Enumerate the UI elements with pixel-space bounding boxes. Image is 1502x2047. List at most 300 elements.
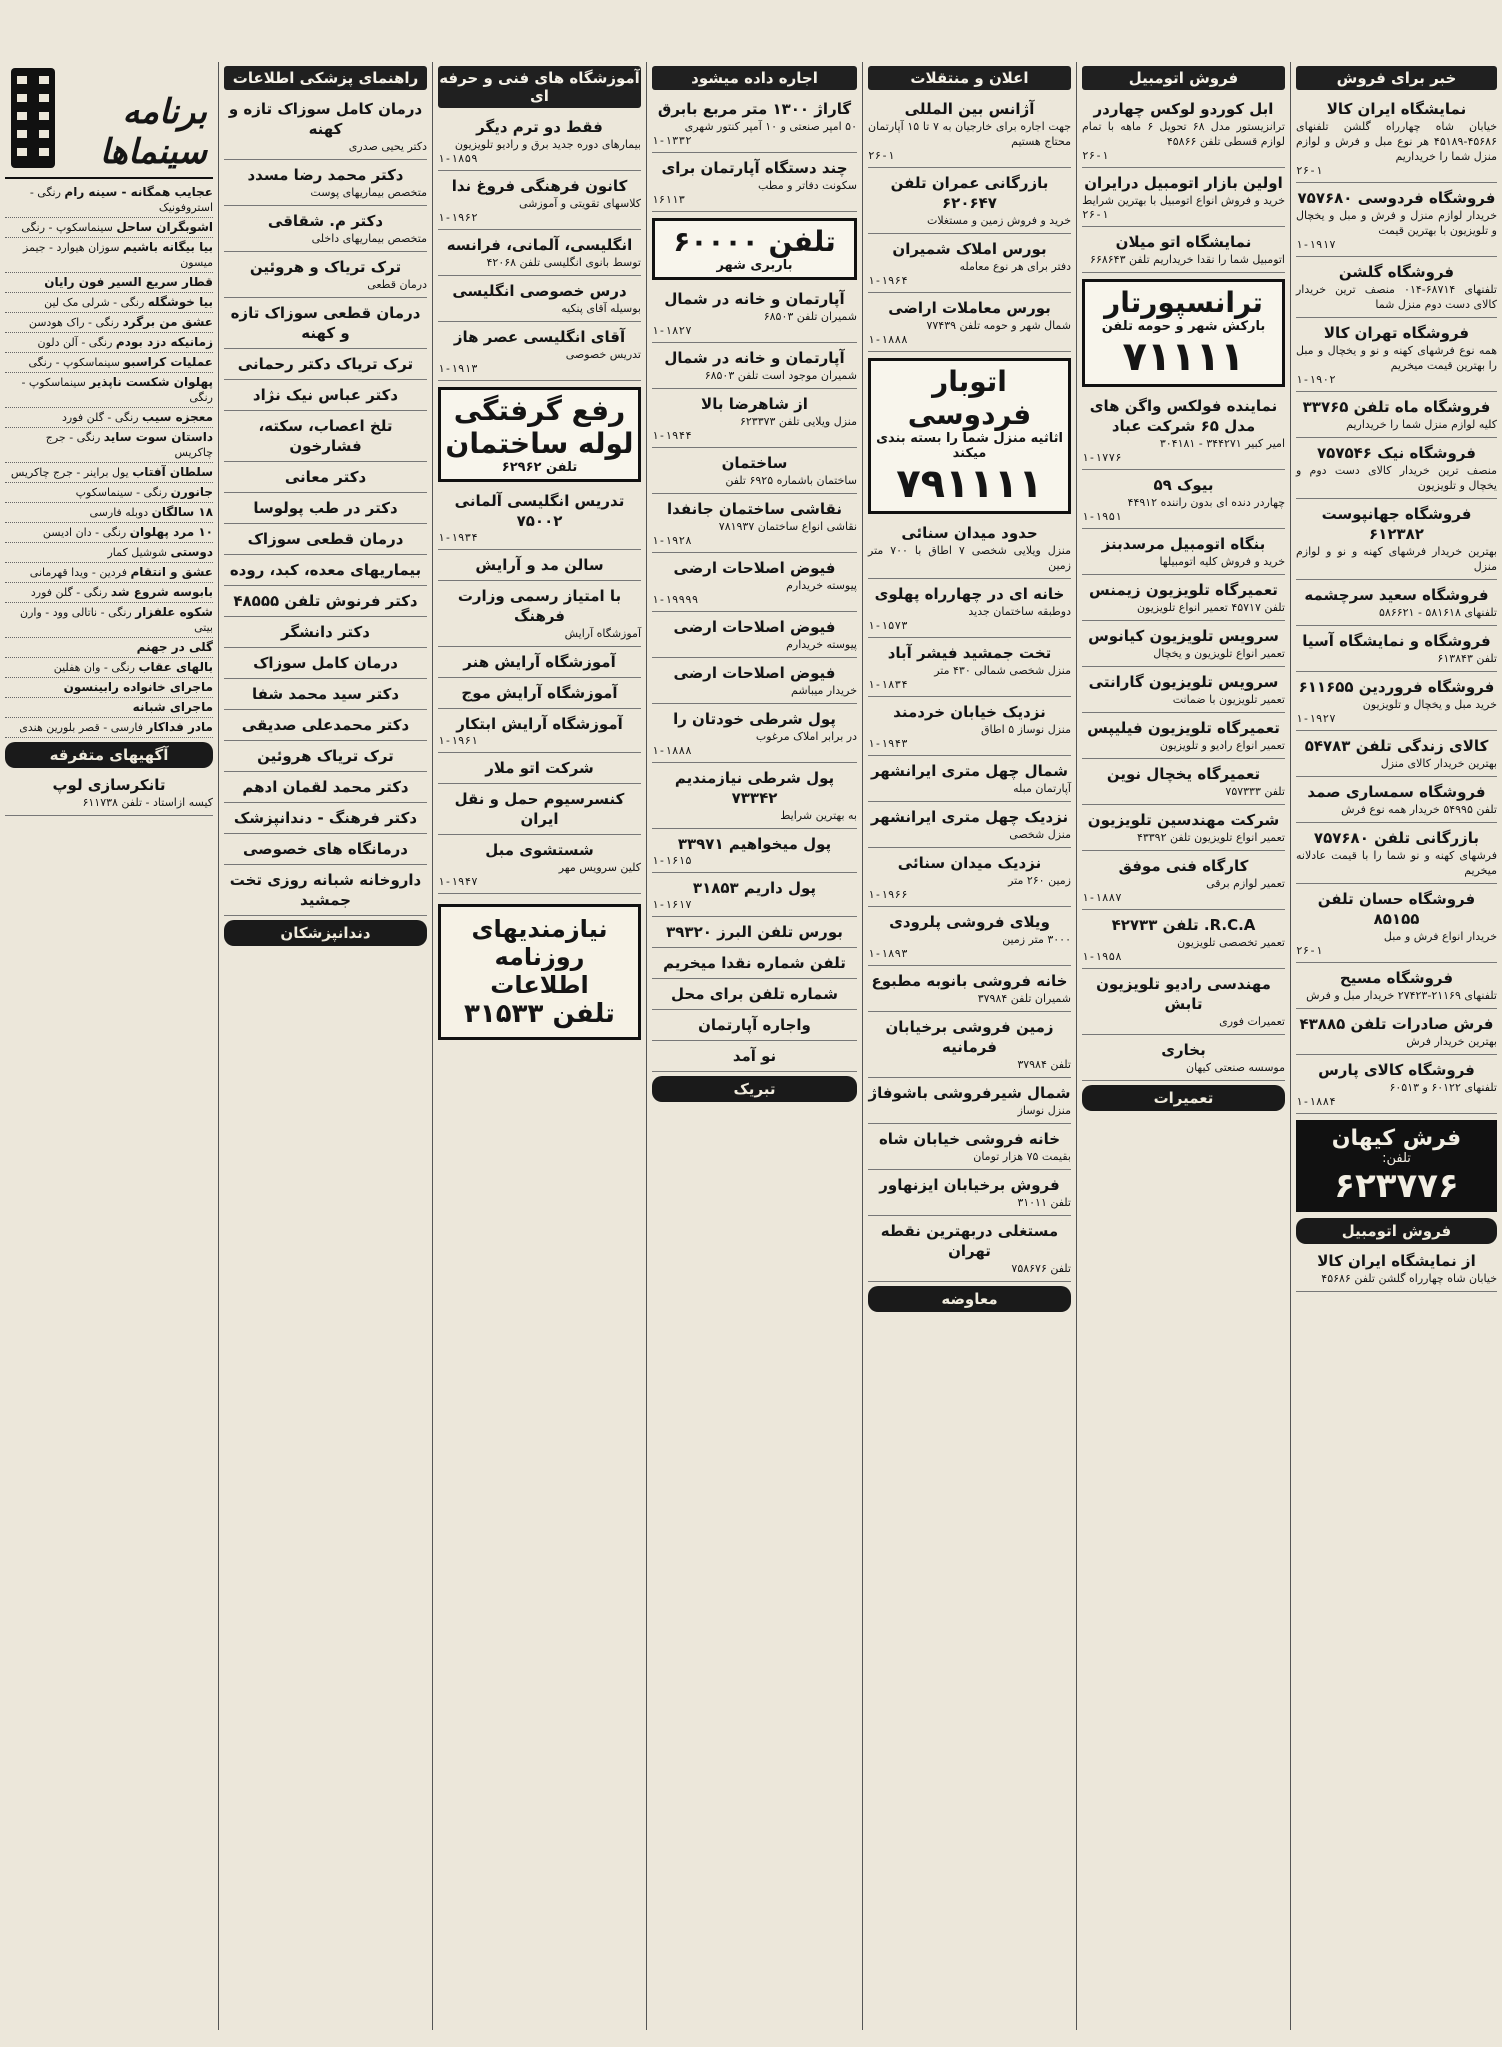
classified-ad: [652, 1043, 857, 1072]
classified-ad: [652, 831, 857, 873]
classified-ad: [652, 765, 857, 829]
ad-body: جهت اجاره برای خارجیان به ۷ تا ۱۵ آپارتمان محتاج هستیم: [868, 120, 1071, 148]
cinema-listing: [5, 563, 213, 583]
ad-reference: ۲۶-۱: [1082, 149, 1109, 162]
cinema-listing: [5, 313, 213, 333]
ad-title: تخت جمشید فیشر آباد: [887, 644, 1052, 662]
ad-body: فرشهای کهنه و نو شما را با قیمت عادلانه میخریم: [1296, 849, 1497, 877]
ad-title: شماره تلفن برای محل: [671, 985, 838, 1003]
film-details: دوبله فارسی: [89, 506, 149, 519]
ad-title: فروشگاه جهانپوست ۶۱۲۳۸۲: [1321, 505, 1472, 543]
film-title: بابوسه شروع شد: [110, 585, 213, 599]
classified-ad: [1082, 531, 1285, 575]
cinema-listing: [5, 718, 213, 738]
ad-body: خرید و فروش انواع اتومبیل با بهترین شرایط: [1082, 194, 1285, 207]
classified-ad: [224, 805, 427, 834]
ad-body: خرید و فروش کلیه اتومبیلها: [1159, 555, 1285, 568]
ad-body: منزل شخصی شمالی ۴۳۰ متر: [934, 664, 1071, 677]
ad-title: زمین فروشی برخیابان فرمانیه: [885, 1018, 1054, 1056]
ad-title: نمایشگاه اتو میلان: [1115, 233, 1252, 251]
film-title: بالهای عقاب: [138, 660, 213, 674]
section-banner: دندانپزشکان: [224, 920, 427, 946]
classified-ad: [438, 837, 641, 894]
ad-body: دفتر برای هر نوع معامله: [959, 260, 1071, 273]
ad-reference: ۱۶۱۱۳: [652, 193, 686, 206]
ad-reference: ۱-۱۹۵۸: [1082, 950, 1122, 963]
ad-title: دکتر در طب پولوسا: [253, 499, 398, 517]
classified-ad: [1296, 440, 1497, 499]
ad-title: آقای انگلیسی عصر هاز: [453, 328, 626, 346]
film-details: رنگی - شرلی مک لین: [44, 296, 145, 309]
column-sales: [1290, 62, 1502, 2030]
ad-body: تعمیر انواع تلویزیون و یخچال: [1153, 647, 1285, 660]
ad-body: ترانزیستور مدل ۶۸ تحویل ۶ ماهه با تمام لوازم قسطی تلفن ۴۵۸۶۶: [1082, 120, 1285, 148]
ad-reference: ۱-۱۹۶۴: [868, 274, 908, 287]
ad-title: اولین بازار اتومبیل درایران: [1084, 174, 1283, 192]
ad-title: سرویس تلویزیون گارانتی: [1088, 673, 1279, 691]
classified-ad: [224, 526, 427, 555]
ad-title: تلخ اعصاب، سکته، فشارخون: [258, 417, 393, 455]
phone-ad-subtitle: اثاثیه منزل شما را بسته بندی میکند: [876, 431, 1063, 461]
classified-ad: [868, 804, 1071, 848]
ad-title: درمان کامل سوزاک تازه و کهنه: [228, 100, 423, 138]
ad-reference: ۱-۱۸۸۸: [868, 333, 908, 346]
classified-ad: [1296, 628, 1497, 672]
ad-title: کانون فرهنگی فروغ ندا: [451, 177, 628, 195]
ad-title: فروشگاه گلشن: [1338, 263, 1455, 281]
ad-title: کالای زندگی تلفن ۵۴۷۸۳: [1304, 737, 1489, 755]
classified-ad: [224, 774, 427, 803]
ad-title: نماینده فولکس واگن های مدل ۶۵ شرکت عباد: [1089, 397, 1278, 435]
classified-ad: [868, 1014, 1071, 1078]
ad-body: تعمیر انواع تلویزیون تلفن ۴۳۳۹۲: [1136, 831, 1285, 844]
ad-title: فروشگاه سمساری صمد: [1307, 783, 1486, 801]
film-details: رنگی - استروفونیک: [29, 186, 213, 214]
ad-title: ترک تریاک و هروئین: [249, 258, 402, 276]
ad-title: فروشگاه فروردین ۶۱۱۶۵۵: [1298, 678, 1495, 696]
film-title: ۱۸ سالگان: [151, 505, 213, 519]
classified-ad: [1296, 674, 1497, 731]
film-title: معجزه سیب: [142, 410, 213, 424]
classified-ad: [652, 706, 857, 763]
ad-title: درمان قطعی سوزاک: [247, 530, 404, 548]
ad-body: زمین ۲۶۰ متر: [1008, 874, 1071, 887]
column-heading: راهنمای پزشکی اطلاعات: [224, 66, 427, 90]
ad-reference: ۱-۱۹۲۷: [1296, 712, 1336, 725]
ad-title: کنسرسیوم حمل و نقل ایران: [454, 790, 625, 828]
phone-ad-title: اتوبار فردوسی: [907, 365, 1032, 431]
classified-ad: [652, 614, 857, 658]
ad-body: تلفن ۶۱۳۸۴۳: [1437, 652, 1497, 665]
ad-reference: ۱-۱۸۸۸: [652, 744, 692, 757]
ad-body: درمان قطعی: [367, 278, 427, 291]
ad-title: آموزشگاه آرایش ابتکار: [456, 715, 623, 733]
classified-ad: [224, 162, 427, 206]
classified-ad: [1296, 779, 1497, 823]
cinema-listing: [5, 483, 213, 503]
classified-ad: [652, 875, 857, 917]
ad-title: پول داریم ۳۱۸۵۳: [692, 879, 817, 897]
film-details: سینماسکوپ - رنگی: [21, 221, 113, 234]
cinema-listing: [5, 273, 213, 293]
phone-ad-title: رفع گرفتگی لوله ساختمان: [445, 394, 634, 460]
classified-ad: [224, 254, 427, 298]
film-title: گلی در جهنم: [136, 640, 213, 654]
ad-title: ساختمان: [721, 454, 788, 472]
film-title: ماجرای خانواده رابینسون: [63, 680, 213, 694]
classified-ad: [1082, 393, 1285, 470]
ad-body: تلفنهای ۵۸۱۶۱۸ - ۵۸۶۶۲۱: [1379, 606, 1497, 619]
ad-body: تلفن ۴۵۷۱۷ تعمیر انواع تلویزیون: [1136, 601, 1285, 614]
classified-ad: [438, 324, 641, 381]
film-title: بیا بیگانه باشیم: [122, 240, 213, 254]
column-cars: [1076, 62, 1290, 2030]
classified-ad: [224, 588, 427, 617]
ad-title: ترک تریاک دکتر رحمانی: [237, 355, 414, 373]
ad-title: بورس معاملات اراضی: [888, 299, 1051, 317]
classified-ad: [1296, 96, 1497, 183]
classified-ad: [438, 711, 641, 753]
phone-ad-title: تلفن ۶۰۰۰۰: [673, 225, 836, 258]
classified-ad: [868, 699, 1071, 756]
ad-reference: ۱-۱۸۳۴: [868, 678, 908, 691]
section-banner: تبریک: [652, 1076, 857, 1102]
cinema-listing: [5, 428, 213, 463]
ad-body: آپارتمان مبله: [1013, 782, 1071, 795]
classified-ad: [438, 488, 641, 550]
ad-body: منزل ویلایی تلفن ۶۲۳۳۷۳: [739, 415, 857, 428]
ad-title: فروش برخیابان ایزنهاور: [879, 1176, 1060, 1194]
ad-title: از شاهرضا بالا: [701, 395, 808, 413]
ad-reference: ۲۶-۱: [1082, 208, 1109, 221]
ad-reference: ۱-۱۹۶۱: [438, 734, 478, 747]
film-details: فردین - ویدا قهرمانی: [29, 566, 127, 579]
classified-ad: [1296, 394, 1497, 438]
classified-ad: [224, 619, 427, 648]
classified-ad: [1296, 1057, 1497, 1114]
cinema-listing: [5, 373, 213, 408]
ad-title: بازرگانی تلفن ۷۵۷۶۸۰: [1313, 829, 1480, 847]
classified-ad: [868, 1218, 1071, 1282]
ad-body: خریدار لوازم منزل و فرش و مبل و یخچال و تلویزیون با بهترین قیمت: [1296, 209, 1497, 237]
ad-body: تلفن ۳۱۰۱۱: [1017, 1196, 1071, 1209]
classified-ad: [1296, 582, 1497, 626]
classified-ad: [1082, 170, 1285, 227]
classified-ad: [438, 649, 641, 678]
classified-ad: [438, 583, 641, 647]
phone-ad-box: [1082, 279, 1285, 387]
ad-reference: ۱-۱۶۱۷: [652, 898, 692, 911]
ad-reference: ۱-۱۹۶۲: [438, 211, 478, 224]
ad-title: بورس املاک شمیران: [892, 240, 1047, 258]
film-details: رنگی - دان ادیسن: [42, 526, 127, 539]
ad-body: متخصص بیماریهای داخلی: [311, 232, 427, 245]
section-banner: معاوضه: [868, 1286, 1071, 1312]
film-details: رنگی - گلن فورد: [62, 411, 139, 424]
classified-ad: [652, 391, 857, 448]
ad-body: در برابر املاک مرغوب: [755, 730, 857, 743]
ad-body: دوطبقه ساختمان جدید: [968, 605, 1071, 618]
classified-ad: [224, 300, 427, 349]
ad-body: بهترین خریدار کالای منزل: [1380, 757, 1497, 770]
classified-ad: [224, 382, 427, 411]
film-title: ماجرای شبانه: [132, 700, 213, 714]
ad-reference: ۱-۱۸۵۹: [438, 152, 478, 165]
ad-title: درس خصوصی انگلیسی: [452, 282, 627, 300]
ad-body: منصف ترین خریدار کالای دست دوم و یخچال و تلویزیون: [1296, 464, 1497, 492]
classified-ad: تانکرسازی لوپ کیسه ازاستاد - تلفن ۶۱۱۷۳۸: [5, 772, 213, 816]
classified-ad: [438, 232, 641, 276]
ad-body: اتومبیل شما را نقدا خریداریم تلفن ۶۶۸۶۴۳: [1090, 253, 1285, 266]
phone-ad-number: ۷۱۱۱۱: [1122, 334, 1245, 380]
classified-ad: [652, 450, 857, 494]
classified-ad: [1296, 259, 1497, 318]
ad-title: مهندسی رادیو تلویزیون تابش: [1096, 975, 1271, 1013]
phone-ad-number: ۷۹۱۱۱۱: [896, 461, 1043, 507]
film-title: شکوه علفزار: [135, 605, 213, 619]
ad-body: خیابان شاه چهارراه گلشن تلفنهای ۴۵۶۸۶-۴۵۱۸۹ هر نوع مبل و فرش و لوازم منزل شما را خریداریم: [1296, 120, 1497, 163]
classified-ad: [652, 496, 857, 553]
ad-body: شمیران تلفن ۳۷۹۸۴: [977, 992, 1071, 1005]
column-medical: [218, 62, 432, 2030]
classified-ad: [868, 1126, 1071, 1170]
ad-body: تلفن ۵۴۹۹۵ خریدار همه نوع فرش: [1341, 803, 1497, 816]
ad-body: تعمیر تخصصی تلویزیون: [1177, 936, 1285, 949]
ad-body: تعمیر لوازم برقی: [1206, 877, 1285, 890]
phone-ad-box: [868, 358, 1071, 514]
classified-ad: [652, 981, 857, 1010]
classified-ad: [1082, 472, 1285, 529]
ad-title: فروشگاه مسیح: [1339, 969, 1454, 987]
column-education: [432, 62, 646, 2030]
classified-ad: [224, 650, 427, 679]
ad-body: امیر کبیر ۳۴۴۲۷۱ - ۳۰۴۱۸۱: [1159, 437, 1285, 450]
ad-reference: ۱-۱۷۷۶: [1082, 451, 1122, 464]
ad-title: شستشوی مبل: [485, 841, 594, 859]
column-heading: فروش اتومبیل: [1082, 66, 1285, 90]
ad-title: واجاره آپارتمان: [698, 1016, 811, 1034]
classified-ad: [652, 96, 857, 153]
ad-reference: ۱-۱۹۰۲: [1296, 373, 1336, 386]
cinema-listing: [5, 678, 213, 698]
ad-body: ۵۰ امپر صنعتی و ۱۰ آمپر کنتور شهری: [684, 120, 857, 133]
ad-body: ساختمان باشماره ۶۹۲۵ تلفن: [725, 474, 857, 487]
cinema-listing: [5, 408, 213, 428]
carpet-ad-box: فرش کیهان تلفن: ۶۲۳۷۷۶: [1296, 1120, 1497, 1212]
ad-title: انگلیسی، آلمانی، فرانسه: [446, 236, 633, 254]
ad-title: فقط دو ترم دیگر: [476, 118, 603, 136]
ad-title: آموزشگاه آرایش موج: [461, 684, 618, 702]
ad-title: شرکت مهندسین تلویزیون: [1087, 811, 1280, 829]
classified-ad: [1082, 577, 1285, 621]
ad-title: پول میخواهیم ۳۳۹۷۱: [677, 835, 832, 853]
ad-reference: ۲۶-۱: [868, 149, 895, 162]
ad-title: فیوض اصلاحات ارضی: [673, 559, 836, 577]
classified-ad: [1082, 623, 1285, 667]
ad-title: شمال شیرفروشی باشوفاژ: [868, 1084, 1071, 1102]
ad-title: درمان قطعی سوزاک تازه و کهنه: [230, 304, 421, 342]
classified-ad: [868, 640, 1071, 697]
ad-body: شمیران موجود است تلفن ۶۸۵۰۳: [704, 369, 857, 382]
ad-reference: ۲۶-۱: [1296, 944, 1323, 957]
film-title: ۱۰ مرد پهلوان: [129, 525, 213, 539]
classified-ad: [652, 919, 857, 948]
ad-title: نمایشگاه ایران کالا: [1326, 100, 1467, 118]
ad-body: تلفنهای ۲۱۱۶۹-۲۷۴۲۳ خریدار مبل و فرش: [1306, 989, 1497, 1002]
ad-reference: ۱-۱۶۱۵: [652, 854, 692, 867]
ad-body: تلفن ۳۷۹۸۴: [1017, 1058, 1071, 1071]
ad-title: فروشگاه کالای پارس: [1318, 1061, 1475, 1079]
classified-ad: [652, 555, 857, 612]
ad-title: دکتر محمد لقمان ادهم: [242, 778, 409, 796]
ad-reference: ۱-۱۸۸۴: [1296, 1095, 1336, 1108]
classified-ad: [1296, 1011, 1497, 1055]
ad-title: بورس تلفن البرز ۳۹۳۲۰: [666, 923, 843, 941]
ad-body: کلاسهای تقویتی و آموزشی: [518, 197, 641, 210]
classified-ad: [868, 295, 1071, 352]
ad-body: خریدار میباشم: [791, 684, 857, 697]
ad-body: تلفنهای ۶۸۷۱۴-۰۱۴ منصف ترین خریدار کالای دست دوم منزل شما: [1296, 283, 1497, 311]
ad-title: بازرگانی عمران تلفن ۶۲۰۶۴۷: [890, 174, 1049, 212]
ad-title: دکتر فرهنگ - دندانپزشک: [233, 809, 418, 827]
ad-title: خانه فروشی خیابان شاه: [878, 1130, 1061, 1148]
ad-title: فروشگاه و نمایشگاه آسیا: [1302, 632, 1491, 650]
ad-body: کلیه لوازم منزل شما را خریداریم: [1346, 418, 1497, 431]
film-title: زمانیکه دزد بودم: [115, 335, 213, 349]
ad-reference: ۱-۱۸۹۳: [868, 947, 908, 960]
ad-title: فروشگاه فردوسی ۷۵۷۶۸۰: [1297, 189, 1496, 207]
column-heading: خبر برای فروش: [1296, 66, 1497, 90]
ad-title: کارگاه فنی موفق: [1118, 857, 1249, 875]
ad-title: ابل کوردو لوکس چهاردر: [1093, 100, 1274, 118]
film-title: عجایب همگانه - سینه رام: [64, 185, 213, 199]
ad-body: تلفن ۷۵۷۳۳۳: [1225, 785, 1285, 798]
ad-reference: ۱-۱۹۲۸: [652, 534, 692, 547]
ad-title: فروشگاه نیک ۷۵۷۵۴۶: [1317, 444, 1476, 462]
film-details: رنگی - راک هودسن: [28, 316, 120, 329]
classified-ad: [438, 786, 641, 835]
classified-ad: [438, 755, 641, 784]
cinema-listing: [5, 658, 213, 678]
classified-ad: [224, 557, 427, 586]
classified-ad: [1082, 96, 1285, 168]
ad-title: پول شرطی نیازمندیم ۷۳۳۴۲: [674, 769, 835, 807]
classified-ad: [1082, 761, 1285, 805]
classified-ad: [1082, 1037, 1285, 1081]
classified-ad: [1296, 733, 1497, 777]
ad-body: تعمیر تلویزیون با ضمانت: [1172, 693, 1285, 706]
cinema-listing: [5, 523, 213, 543]
ad-title: تعمیرگاه تلویزیون فیلیپس: [1087, 719, 1280, 737]
ad-body: تلفنهای ۶۰۱۲۲ و ۶۰۵۱۳: [1389, 1081, 1497, 1094]
film-title: عشق و انتقام: [130, 565, 213, 579]
ad-body: خریدار انواع فرش و مبل: [1383, 930, 1497, 943]
column-real-estate: [862, 62, 1076, 2030]
ad-reference: ۱-۱۹۴۷: [438, 875, 478, 888]
ad-title: بیماریهای معده، کبد، روده: [229, 561, 422, 579]
classified-ad: [1296, 825, 1497, 884]
film-details: رنگی - ناتالی وود - وارن بیتی: [20, 606, 213, 634]
classified-ad: [868, 909, 1071, 966]
classified-ad: [868, 1080, 1071, 1124]
ad-reference: ۱-۱۹۱۳: [438, 362, 478, 375]
ad-title: فروشگاه تهران کالا: [1323, 324, 1470, 342]
ad-title: سرویس تلویزیون کیانوس: [1088, 627, 1279, 645]
classified-ad: [1296, 965, 1497, 1009]
classified-ad: [1082, 669, 1285, 713]
film-title: جانورن: [170, 485, 213, 499]
classified-ad: [652, 155, 857, 212]
ad-title: گاراژ ۱۳۰۰ متر مربع بابرق: [657, 100, 852, 118]
ad-title: خانه فروشی بانوبه مطبوع: [871, 972, 1068, 990]
ad-body: پیوسته خریدارم: [786, 579, 857, 592]
ad-title: فیوض اصلاحات ارضی: [673, 664, 836, 682]
film-details: رنگی - وان هفلین: [53, 661, 135, 674]
phone-ad-box: [652, 218, 857, 280]
classified-ad: [438, 680, 641, 709]
classified-ad: [224, 495, 427, 524]
classified-ad: [1082, 807, 1285, 851]
ad-title: آژانس بین المللی: [904, 100, 1035, 118]
ad-title: درمان کامل سوزاک: [253, 654, 398, 672]
film-details: یول براینر - جرج چاکریس: [10, 466, 129, 479]
ad-body: خرید و فروش زمین و مستغلات: [926, 214, 1071, 227]
ad-body: خرید مبل و یخچال و تلویزیون: [1362, 698, 1497, 711]
film-details: رنگی - آلن دلون: [37, 336, 113, 349]
classified-ad: [652, 286, 857, 343]
cinema-listing: [5, 463, 213, 483]
ad-reference: ۱-۱۳۳۲: [652, 134, 692, 147]
classified-ad: از نمایشگاه ایران کالا خیابان شاه چهارراه گلشن تلفن ۴۵۶۸۶: [1296, 1248, 1497, 1292]
ad-body: تلفن ۷۵۸۶۷۶: [1011, 1262, 1071, 1275]
classified-ad: [1082, 853, 1285, 910]
cinema-listing: [5, 503, 213, 523]
classified-ad: [224, 712, 427, 741]
ad-title: آموزشگاه آرایش هنر: [463, 653, 616, 671]
classified-ad: [1082, 912, 1285, 969]
classified-ad: [652, 660, 857, 704]
ad-title: فرش صادرات تلفن ۴۳۸۸۵: [1299, 1015, 1494, 1033]
ad-title: دکتر محمدعلی صدیقی: [241, 716, 410, 734]
column-heading: اعلان و منتقلات: [868, 66, 1071, 90]
classified-ad: [438, 278, 641, 322]
ad-title: دکتر فرنوش تلفن ۴۸۵۵۵: [233, 592, 418, 610]
ad-title: بیوک ۵۹: [1153, 476, 1214, 494]
phone-ad-subtitle: تلفن ۶۲۹۶۲: [501, 460, 578, 475]
film-title: عشق من برگرد: [122, 315, 213, 329]
classified-ad: [868, 96, 1071, 168]
classified-ad: [868, 968, 1071, 1012]
ad-title: دکتر م. شقاقی: [267, 212, 384, 230]
film-title: عملیات کراسبو: [123, 355, 213, 369]
film-details: فارسی - قصر بلورین هندی: [19, 721, 144, 734]
ad-body: توسط بانوی انگلیسی تلفن ۴۲۰۶۸: [486, 256, 641, 269]
classified-ad: [224, 351, 427, 380]
ad-reference: ۱-۱۹۴۴: [652, 429, 692, 442]
classified-ad: [438, 552, 641, 581]
ad-title: پول شرطی خودتان را: [673, 710, 836, 728]
newspaper-ads-box: نیازمندیهای روزنامه اطلاعات تلفن ۳۱۵۳۳: [438, 904, 641, 1040]
classified-ad: [438, 114, 641, 171]
film-title: پهلوان شکست ناپذیر: [89, 375, 213, 389]
ad-reference: ۱-۱۹۹۹۹: [652, 593, 699, 606]
ad-body: کلین سرویس مهر: [558, 861, 641, 874]
ad-title: بخاری: [1161, 1041, 1206, 1059]
classified-ad: [224, 681, 427, 710]
ad-body: تدریس خصوصی: [565, 348, 641, 361]
classified-ad: [1082, 229, 1285, 273]
classified-ad: [224, 836, 427, 865]
